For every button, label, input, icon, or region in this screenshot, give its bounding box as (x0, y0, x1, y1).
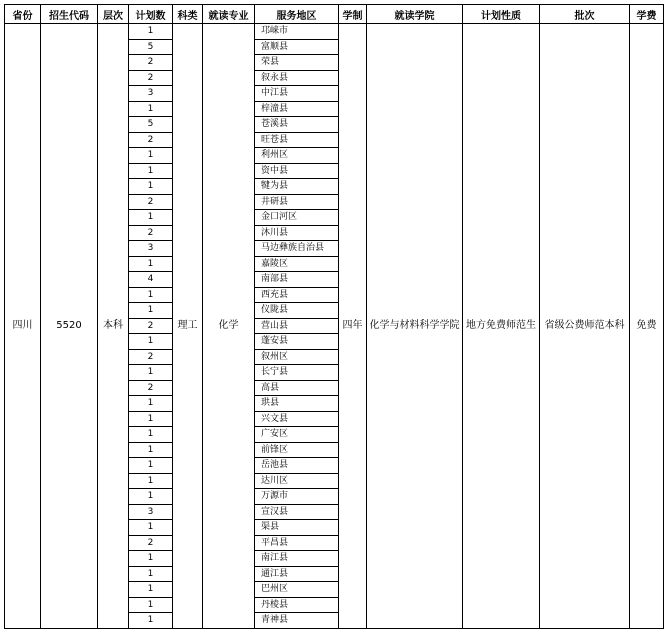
header-code: 招生代码 (41, 5, 98, 24)
count-cell: 3 (129, 504, 173, 520)
district-cell: 巴州区 (255, 582, 339, 598)
district-cell: 马边彝族自治县 (255, 241, 339, 257)
header-category: 科类 (173, 5, 203, 24)
district-cell: 兴文县 (255, 411, 339, 427)
count-cell: 1 (129, 411, 173, 427)
district-cell: 珙县 (255, 396, 339, 412)
fee-cell: 免费 (630, 24, 664, 629)
count-cell: 1 (129, 179, 173, 195)
district-cell: 荣县 (255, 55, 339, 71)
district-cell: 沐川县 (255, 225, 339, 241)
district-cell: 犍为县 (255, 179, 339, 195)
level-cell: 本科 (98, 24, 129, 629)
nature-cell: 地方免费师范生 (463, 24, 540, 629)
count-cell: 1 (129, 24, 173, 40)
college-cell: 化学与材料科学学院 (367, 24, 463, 629)
count-cell: 2 (129, 535, 173, 551)
major-cell: 化学 (203, 24, 255, 629)
district-cell: 渠县 (255, 520, 339, 536)
count-cell: 1 (129, 334, 173, 350)
district-cell: 通江县 (255, 566, 339, 582)
count-cell: 1 (129, 101, 173, 117)
count-cell: 1 (129, 597, 173, 613)
district-cell: 营山县 (255, 318, 339, 334)
count-cell: 2 (129, 225, 173, 241)
district-cell: 前锋区 (255, 442, 339, 458)
count-cell: 1 (129, 365, 173, 381)
count-cell: 1 (129, 551, 173, 567)
district-cell: 岳池县 (255, 458, 339, 474)
count-cell: 2 (129, 194, 173, 210)
header-row (5, 5, 664, 24)
district-cell: 旺苍县 (255, 132, 339, 148)
district-cell: 叙永县 (255, 70, 339, 86)
district-cell: 仪陇县 (255, 303, 339, 319)
duration-cell: 四年 (339, 24, 367, 629)
district-cell: 达川区 (255, 473, 339, 489)
count-cell: 5 (129, 117, 173, 133)
header-major: 就读专业 (203, 5, 255, 24)
count-cell: 1 (129, 582, 173, 598)
count-cell: 3 (129, 86, 173, 102)
count-cell: 1 (129, 473, 173, 489)
header-district: 服务地区 (255, 5, 339, 24)
category-cell: 理工 (173, 24, 203, 629)
code-cell: 5520 (41, 24, 98, 629)
district-cell: 梓潼县 (255, 101, 339, 117)
district-cell: 南江县 (255, 551, 339, 567)
header-duration: 学制 (339, 5, 367, 24)
count-cell: 1 (129, 163, 173, 179)
header-college: 就读学院 (367, 5, 463, 24)
district-cell: 中江县 (255, 86, 339, 102)
count-cell: 2 (129, 70, 173, 86)
count-cell: 2 (129, 318, 173, 334)
header-batch: 批次 (540, 5, 630, 24)
count-cell: 1 (129, 442, 173, 458)
enrollment-plan-table (4, 4, 664, 629)
count-cell: 2 (129, 349, 173, 365)
count-cell: 1 (129, 489, 173, 505)
district-cell: 青神县 (255, 613, 339, 629)
count-cell: 1 (129, 303, 173, 319)
district-cell: 邛崃市 (255, 24, 339, 40)
district-cell: 万源市 (255, 489, 339, 505)
district-cell: 西充县 (255, 287, 339, 303)
district-cell: 嘉陵区 (255, 256, 339, 272)
count-cell: 4 (129, 272, 173, 288)
count-cell: 2 (129, 380, 173, 396)
district-cell: 平昌县 (255, 535, 339, 551)
count-cell: 1 (129, 148, 173, 164)
district-cell: 资中县 (255, 163, 339, 179)
header-province: 省份 (5, 5, 41, 24)
count-cell: 1 (129, 287, 173, 303)
batch-cell: 省级公费师范本科 (540, 24, 630, 629)
district-cell: 宣汉县 (255, 504, 339, 520)
count-cell: 1 (129, 520, 173, 536)
district-cell: 蓬安县 (255, 334, 339, 350)
header-fee: 学费 (630, 5, 664, 24)
count-cell: 1 (129, 613, 173, 629)
table-body (5, 24, 664, 629)
count-cell: 5 (129, 39, 173, 55)
district-cell: 利州区 (255, 148, 339, 164)
count-cell: 1 (129, 396, 173, 412)
count-cell: 1 (129, 566, 173, 582)
count-cell: 2 (129, 132, 173, 148)
district-cell: 井研县 (255, 194, 339, 210)
count-cell: 1 (129, 427, 173, 443)
district-cell: 长宁县 (255, 365, 339, 381)
district-cell: 广安区 (255, 427, 339, 443)
count-cell: 2 (129, 55, 173, 71)
district-cell: 高县 (255, 380, 339, 396)
district-cell: 苍溪县 (255, 117, 339, 133)
count-cell: 1 (129, 458, 173, 474)
district-cell: 金口河区 (255, 210, 339, 226)
district-cell: 丹棱县 (255, 597, 339, 613)
province-cell: 四川 (5, 24, 41, 629)
header-level: 层次 (98, 5, 129, 24)
district-cell: 叙州区 (255, 349, 339, 365)
count-cell: 3 (129, 241, 173, 257)
district-cell: 富顺县 (255, 39, 339, 55)
header-count: 计划数 (129, 5, 173, 24)
header-nature: 计划性质 (463, 5, 540, 24)
district-cell: 南部县 (255, 272, 339, 288)
count-cell: 1 (129, 210, 173, 226)
table-row (5, 24, 664, 40)
count-cell: 1 (129, 256, 173, 272)
